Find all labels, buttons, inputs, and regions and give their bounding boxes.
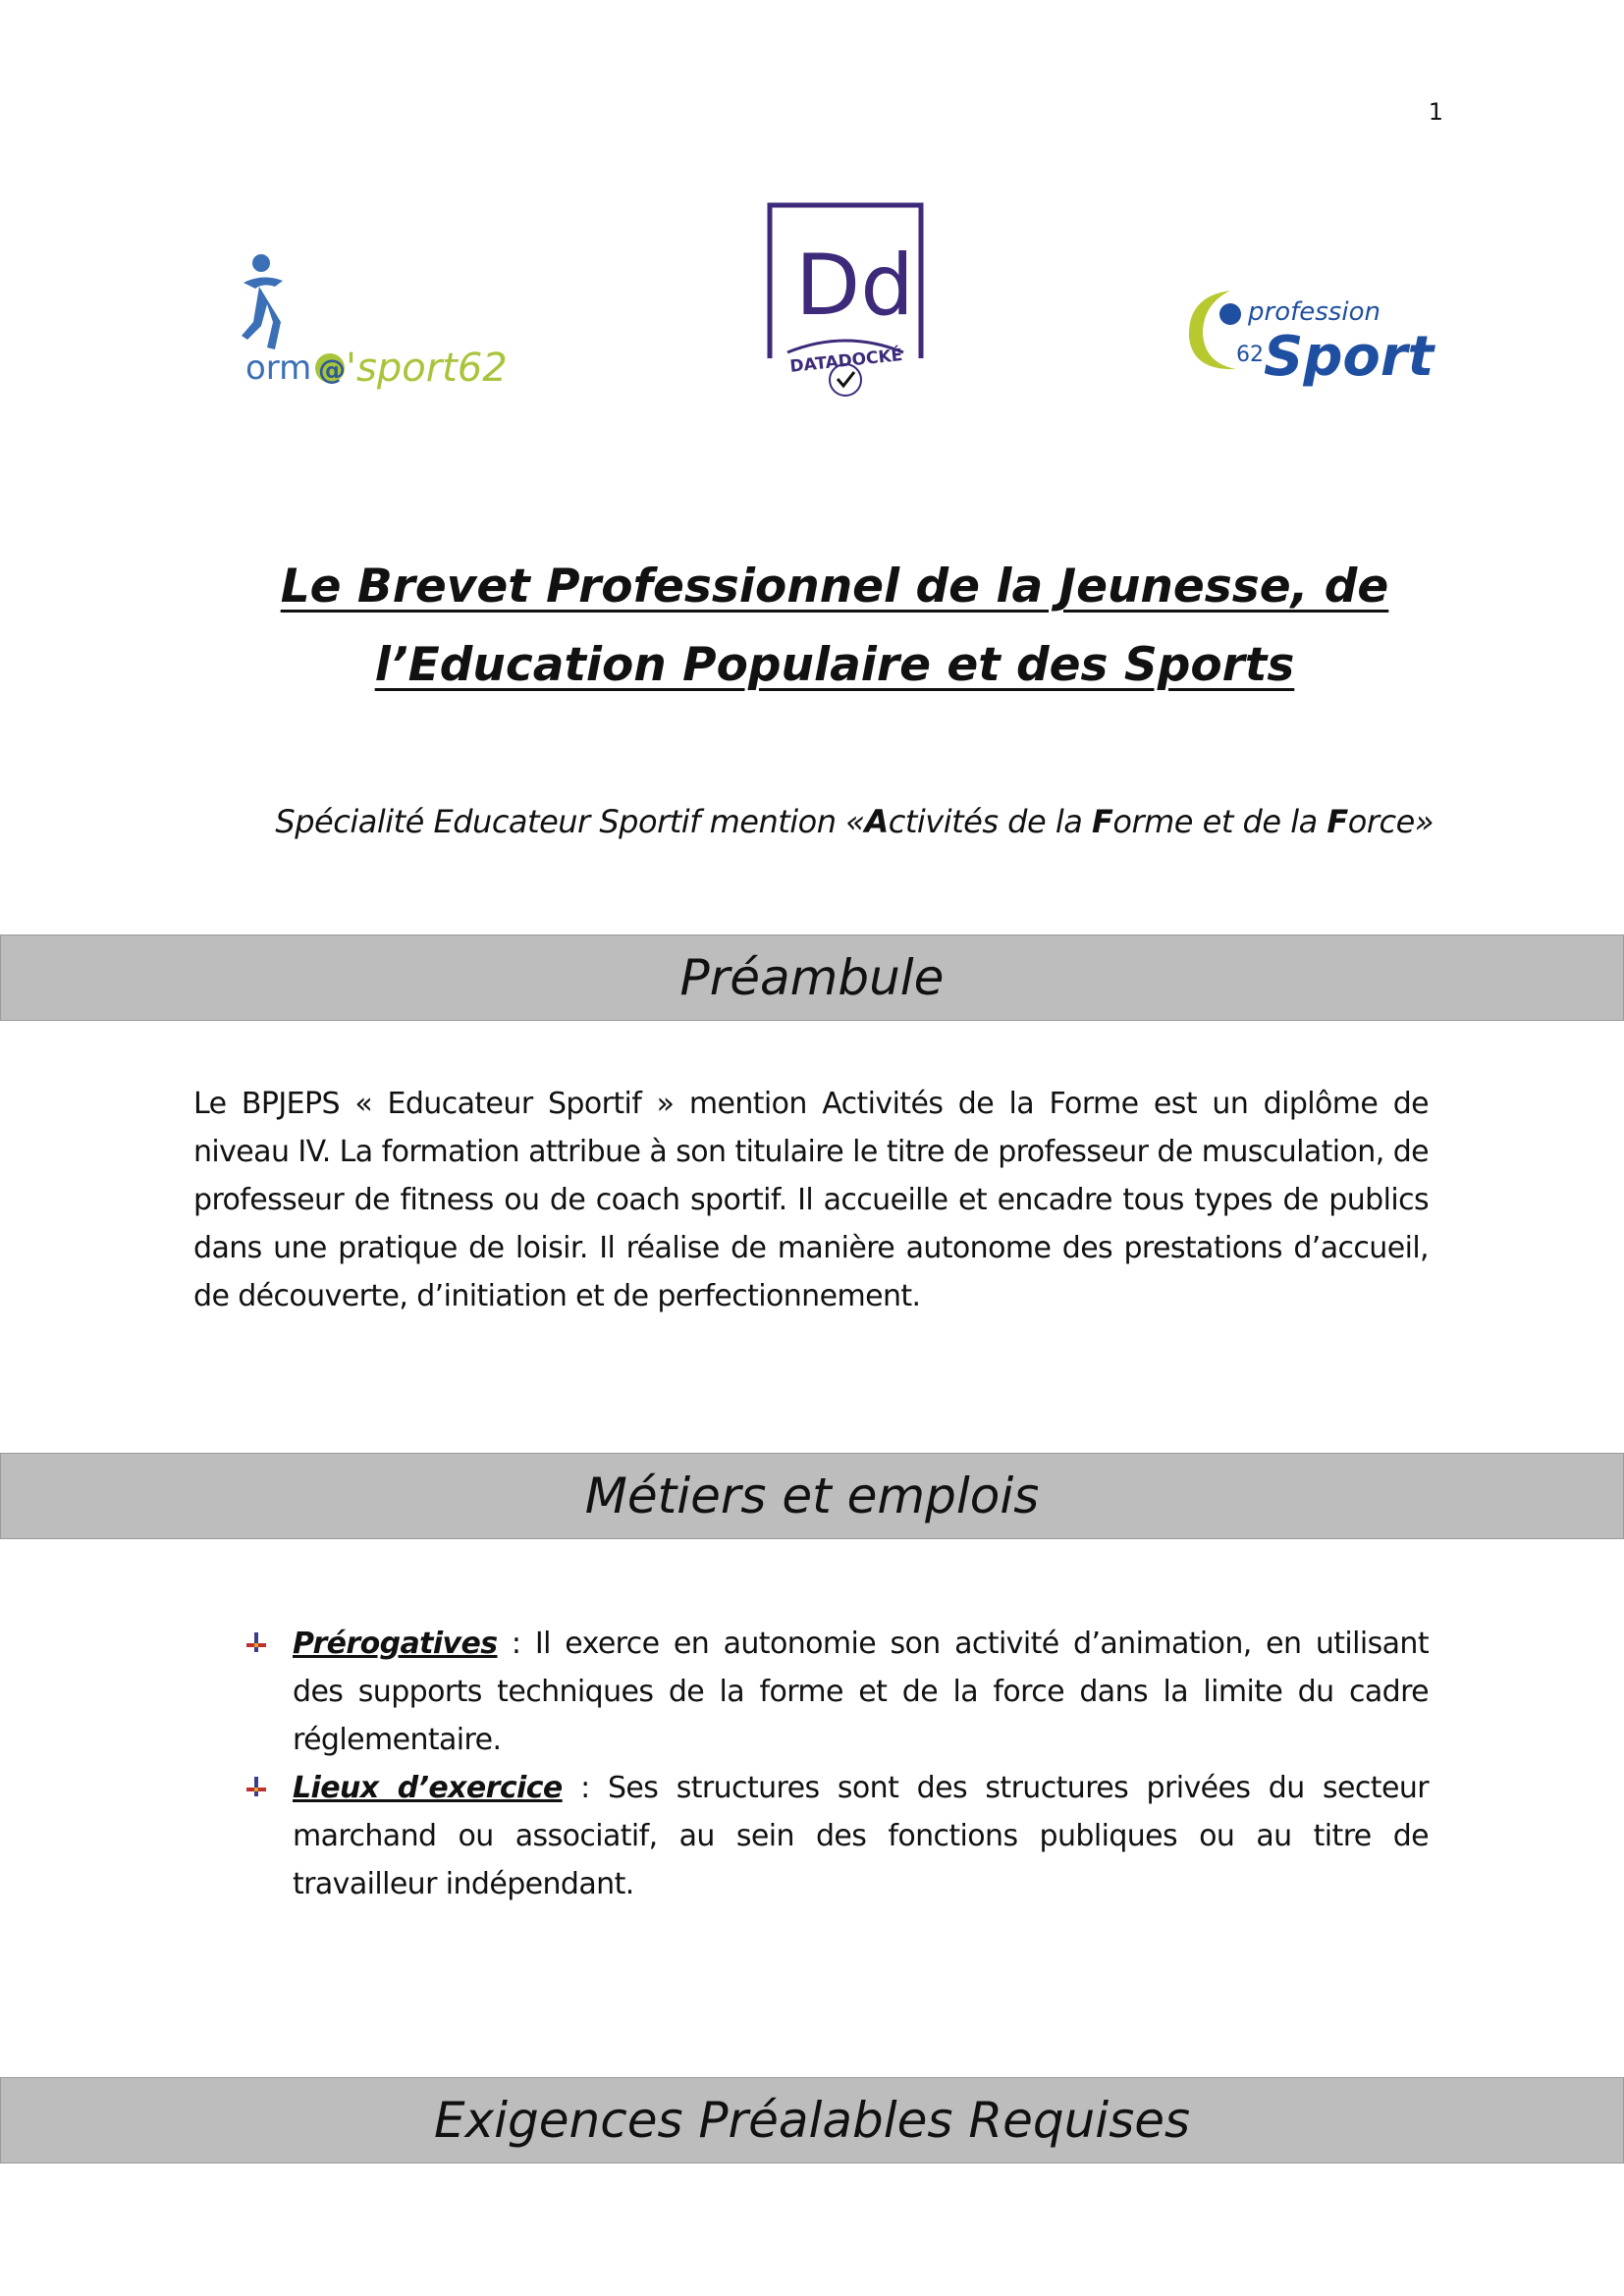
title-line-1: Le Brevet Professionnel de la Jeunesse, de: [280, 560, 1389, 614]
item-term: Prérogatives: [293, 1627, 498, 1661]
subtitle-a-bold: A: [864, 803, 889, 840]
section-header-exigences: Exigences Préalables Requises: [0, 2077, 1624, 2163]
subtitle-a-rest: ctivités de la: [888, 803, 1092, 840]
item-text: Ses structures sont des structures privées du secteur marchand ou associatif, au sein des fonctions publiques ou au titre de travailleur indépendant.: [293, 1771, 1429, 1901]
item-text: Il exerce en autonomie son activité d’animation, en utilisant des supports techniques de la forme et de la force dans la limite du cadre réglementaire.: [293, 1627, 1429, 1757]
list-item: [244, 1620, 1429, 1764]
formasport-text-c: 'sport62: [346, 346, 508, 391]
metiers-list: [244, 1620, 1429, 1908]
small-cross-bullet-icon: [245, 1631, 267, 1653]
profsport-word1: profession: [1248, 297, 1380, 327]
datadock-letters: Dd: [795, 237, 914, 335]
datadock-caption: DATADOCKÉ: [788, 345, 904, 377]
profsport-number: 62: [1236, 343, 1264, 367]
document-title: [177, 548, 1492, 705]
item-separator: :: [497, 1627, 535, 1661]
section-header-preambule: Préambule: [0, 934, 1624, 1021]
datadocke-logo: [766, 201, 925, 398]
profession-sport-62-logo: [1183, 277, 1435, 404]
specialty-subtitle: [196, 803, 1434, 840]
preambule-paragraph: Le BPJEPS « Educateur Sportif » mention Activités de la Forme est un diplôme de niveau IV. La formation attribue à son titulaire le titre de professeur de musculation, de professeur de fitness ou de coach sportif. Il accueille et encadre tous types de publics dans une pratique de loisir. Il réalise de manière autonome des prestations d’accueil, de découverte, d’initiation et de perfectionnement.: [193, 1087, 1429, 1313]
subtitle-f1-bold: F: [1092, 803, 1113, 840]
subtitle-prefix: Spécialité Educateur Sportif mention «: [275, 803, 865, 840]
subtitle-f2-rest: orce»: [1347, 803, 1434, 840]
subtitle-f2-bold: F: [1326, 803, 1348, 840]
profsport-word2: Sport: [1264, 325, 1435, 389]
item-separator: :: [562, 1771, 608, 1805]
formasport62-logo: [234, 253, 508, 410]
section-header-metiers: Métiers et emplois: [0, 1453, 1624, 1539]
page-number: 1: [1428, 98, 1443, 126]
small-cross-bullet-icon: [245, 1776, 267, 1797]
subtitle-f1-rest: orme et de la: [1112, 803, 1327, 840]
formasport-text-b: @: [318, 353, 346, 386]
item-term: Lieux d’exercice: [293, 1771, 563, 1805]
list-item: [244, 1764, 1429, 1908]
formasport-text-a: orm: [245, 348, 312, 388]
title-line-2: l’Education Populaire et des Sports: [374, 638, 1295, 692]
